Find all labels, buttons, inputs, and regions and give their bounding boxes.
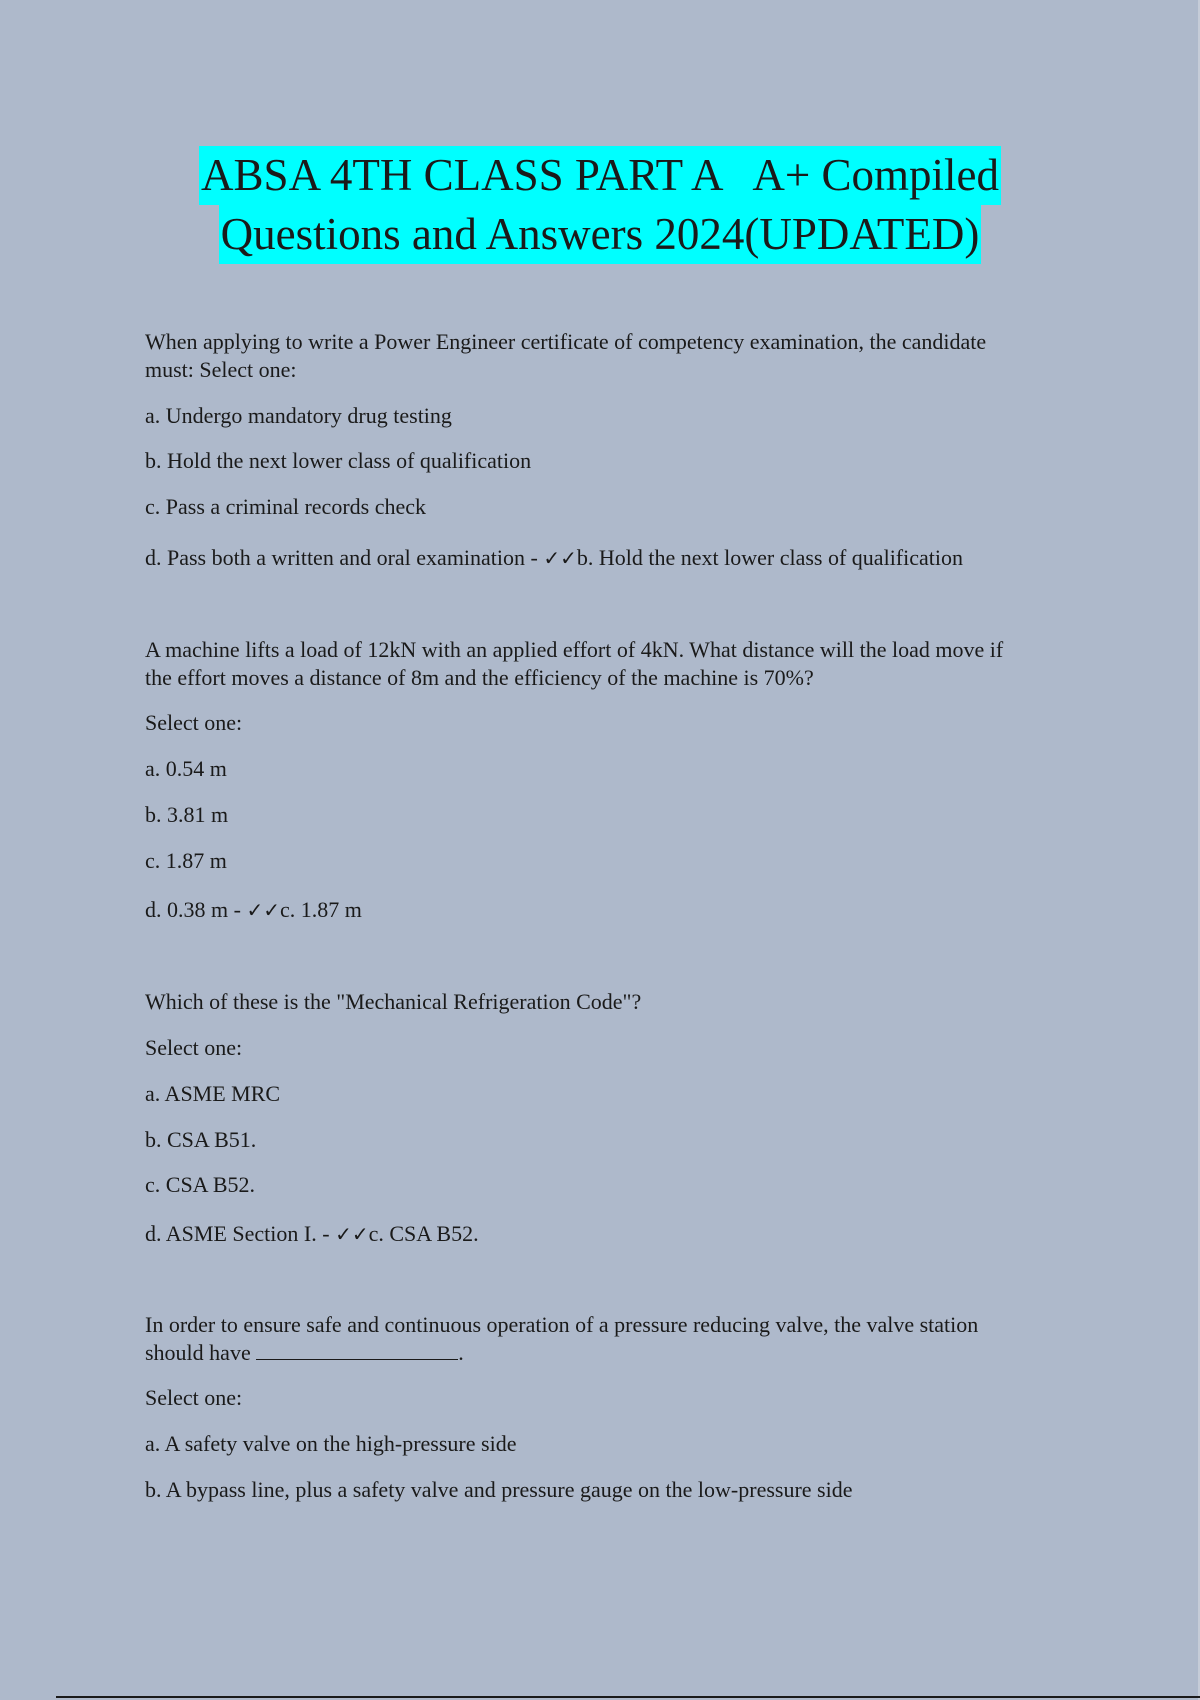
question-2-answer: c. 1.87 m <box>279 897 362 922</box>
title-line-2: Questions and Answers 2024(UPDATED) <box>219 205 982 264</box>
question-2-option-b: b. 3.81 m <box>145 802 229 827</box>
question-1-stem: When applying to write a Power Engineer certificate of competency examination, the candidate must: Select one: <box>145 329 987 382</box>
question-4 <box>145 1311 1065 1504</box>
question-3-select: Select one: <box>145 1035 243 1060</box>
check-icon: ✓✓ <box>543 546 577 570</box>
question-1-option-c: c. Pass a criminal records check <box>145 494 426 519</box>
footer-rule <box>56 1696 1200 1698</box>
question-1-option-d: d. Pass both a written and oral examination - <box>145 545 544 570</box>
question-4-stem <box>145 1311 1005 1367</box>
fill-in-blank <box>256 1341 458 1360</box>
question-1-answer: b. Hold the next lower class of qualification <box>576 545 963 570</box>
question-2-option-a: a. 0.54 m <box>145 756 227 781</box>
question-1 <box>145 328 1065 572</box>
question-1-option-a: a. Undergo mandatory drug testing <box>145 403 452 428</box>
check-icon: ✓✓ <box>335 1222 369 1246</box>
document-title <box>0 146 1200 264</box>
question-3 <box>145 988 1065 1248</box>
question-3-answer: c. CSA B52. <box>368 1221 479 1246</box>
question-2-stem: A machine lifts a load of 12kN with an applied effort of 4kN. What distance will the load move if the effort moves a distance of 8m and the efficiency of the machine is 70%? <box>145 637 1004 690</box>
check-icon: ✓✓ <box>246 898 280 922</box>
question-3-stem: Which of these is the "Mechanical Refrigeration Code"? <box>145 989 642 1014</box>
question-3-option-d-answer <box>145 1220 1065 1248</box>
question-3-option-d: d. ASME Section I. - <box>145 1221 336 1246</box>
question-4-option-a: a. A safety valve on the high-pressure side <box>145 1431 517 1456</box>
question-3-option-c: c. CSA B52. <box>145 1172 256 1197</box>
question-4-option-b: b. A bypass line, plus a safety valve and pressure gauge on the low-pressure side <box>145 1477 853 1502</box>
question-1-option-b: b. Hold the next lower class of qualification <box>145 448 532 473</box>
question-2-option-d: d. 0.38 m - <box>145 897 247 922</box>
question-3-option-a: a. ASME MRC <box>145 1081 281 1106</box>
question-3-option-b: b. CSA B51. <box>145 1127 257 1152</box>
question-2-option-d-answer <box>145 896 1065 924</box>
question-2-select: Select one: <box>145 710 243 735</box>
question-2-option-c: c. 1.87 m <box>145 848 227 873</box>
question-1-option-d-answer <box>145 544 1065 572</box>
question-4-stem-end: . <box>458 1340 464 1365</box>
question-2 <box>145 636 1065 924</box>
question-4-select: Select one: <box>145 1385 243 1410</box>
question-4-stem-text: In order to ensure safe and continuous operation of a pressure reducing valve, the valve station should have <box>145 1312 979 1365</box>
question-list <box>145 328 1065 1504</box>
title-line-1: ABSA 4TH CLASS PART A A+ Compiled <box>199 146 1001 205</box>
